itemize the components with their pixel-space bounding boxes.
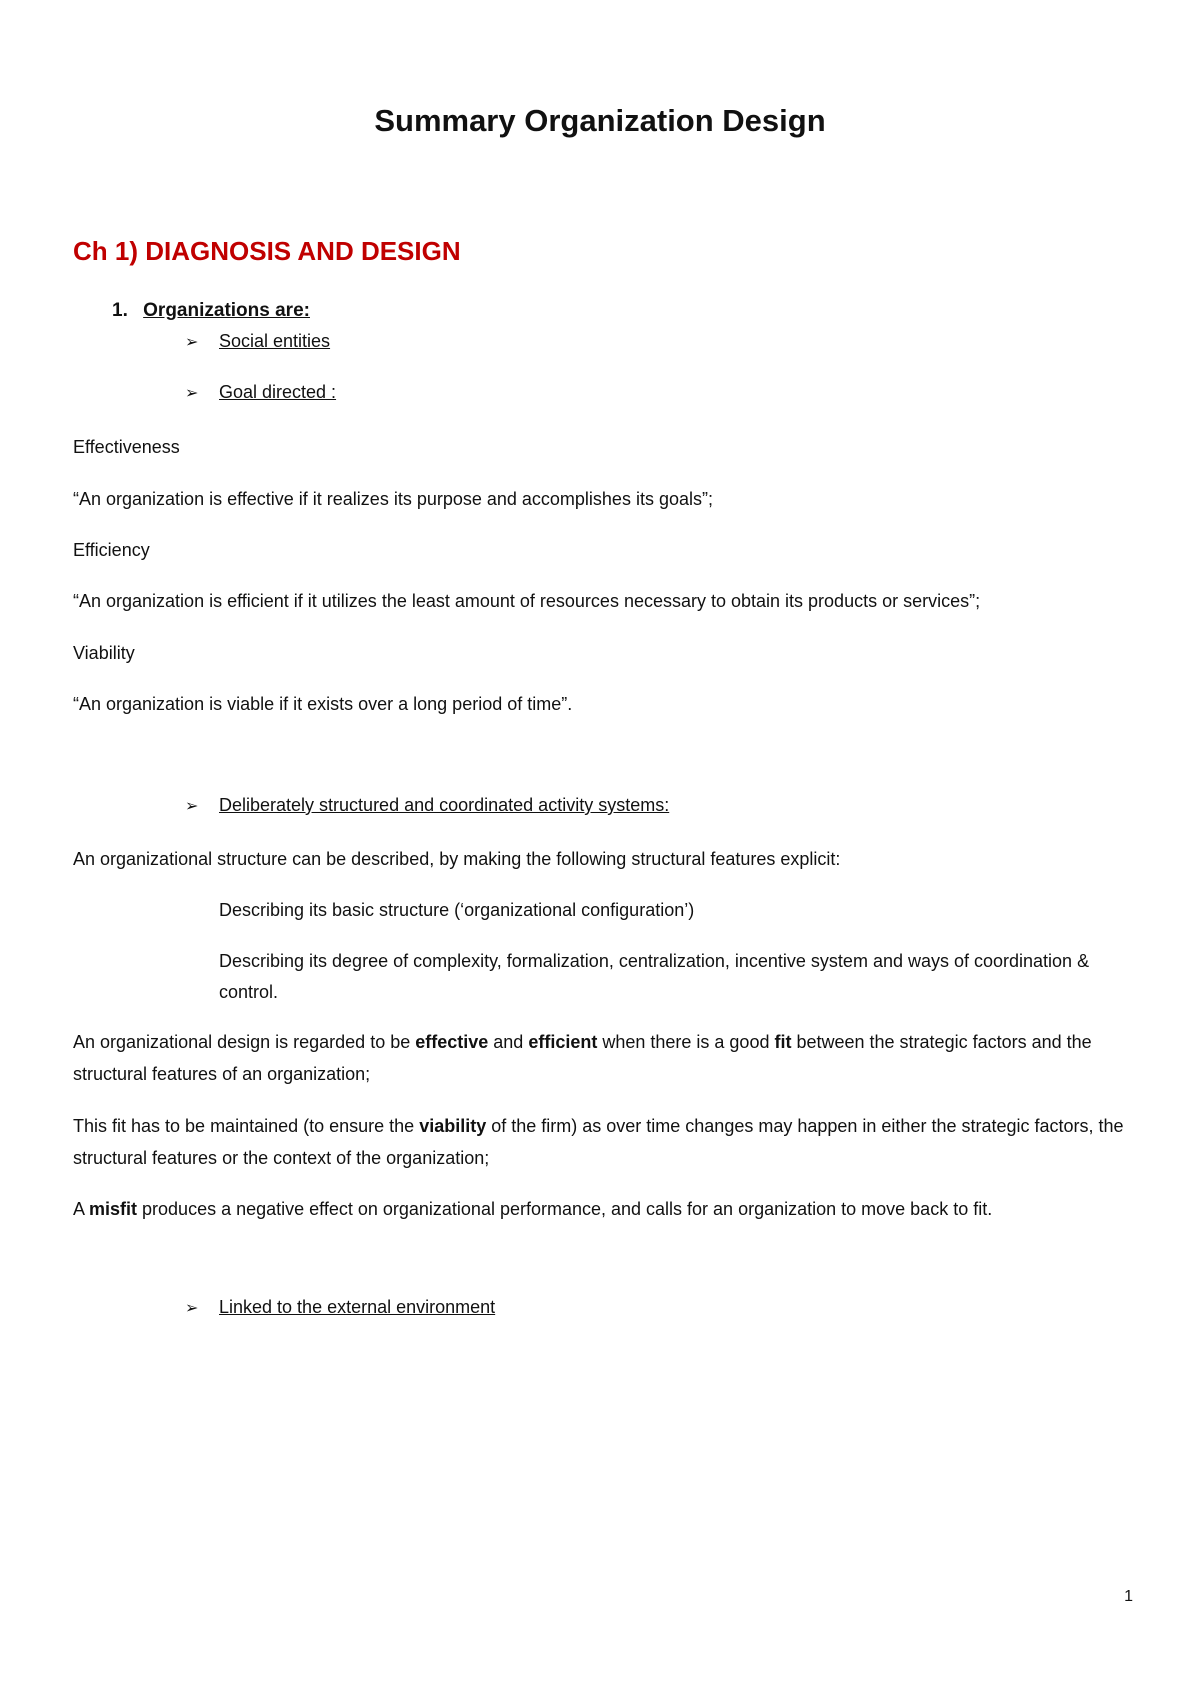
bullet-text: Social entities: [219, 331, 331, 351]
arrow-bullet-icon: ➢: [185, 385, 199, 402]
bold-text: efficient: [528, 1032, 598, 1052]
definition-effectiveness: “An organization is effective if it realizes its purpose and accomplishes its goals”;: [73, 489, 713, 509]
document-title: Summary Organization Design: [374, 103, 826, 138]
structure-item: Describing its basic structure (‘organizational configuration’): [219, 900, 695, 920]
arrow-bullet-icon: ➢: [185, 1300, 199, 1317]
bullet-text: Linked to the external environment: [219, 1297, 496, 1317]
text-run: between the strategic factors and the structural features of an organization;: [73, 1032, 1092, 1084]
bullet-text: Goal directed :: [219, 382, 337, 402]
definition-efficiency: “An organization is efficient if it utilizes the least amount of resources necessary to obtain its products or services”;: [73, 591, 981, 611]
bullet-item: [185, 1297, 495, 1318]
bold-text: viability: [419, 1116, 487, 1136]
section-number: 1.: [112, 300, 128, 321]
section-label: Organizations are:: [143, 300, 310, 321]
structure-intro: An organizational structure can be described, by making the following structural features explicit:: [73, 849, 841, 869]
bold-text: effective: [415, 1032, 489, 1052]
page-number: 1: [1124, 1588, 1133, 1605]
bold-text: fit: [774, 1032, 792, 1052]
section-heading: [112, 300, 310, 322]
bullet-item: [185, 331, 330, 352]
term-efficiency: Efficiency: [73, 540, 150, 560]
arrow-bullet-icon: ➢: [185, 334, 199, 351]
paragraph-fit: [73, 1026, 1133, 1090]
text-run: This fit has to be maintained (to ensure the: [73, 1116, 420, 1136]
term-viability: Viability: [73, 643, 135, 663]
term-effectiveness: Effectiveness: [73, 437, 180, 457]
text-run: produces a negative effect on organizational performance, and calls for an organization to move back to fit.: [137, 1199, 993, 1219]
bold-text: misfit: [89, 1199, 138, 1219]
text-run: and: [488, 1032, 529, 1052]
bullet-item: [185, 382, 336, 403]
paragraph-misfit: [73, 1193, 1133, 1225]
text-run: A: [73, 1199, 90, 1219]
text-run: when there is a good: [597, 1032, 775, 1052]
text-run: of the firm) as over time changes may happen in either the strategic factors, the structural features or the context of the organization;: [73, 1116, 1124, 1168]
bullet-text: Deliberately structured and coordinated activity systems:: [219, 795, 670, 815]
chapter-heading: Ch 1) DIAGNOSIS AND DESIGN: [73, 236, 461, 266]
text-run: An organizational design is regarded to be: [73, 1032, 416, 1052]
arrow-bullet-icon: ➢: [185, 798, 199, 815]
definition-viability: “An organization is viable if it exists over a long period of time”.: [73, 694, 573, 714]
structure-item: Describing its degree of complexity, formalization, centralization, incentive system and ways of coordination & control.: [219, 951, 1090, 1002]
paragraph-viability: [73, 1110, 1133, 1174]
bullet-item: [185, 795, 669, 816]
